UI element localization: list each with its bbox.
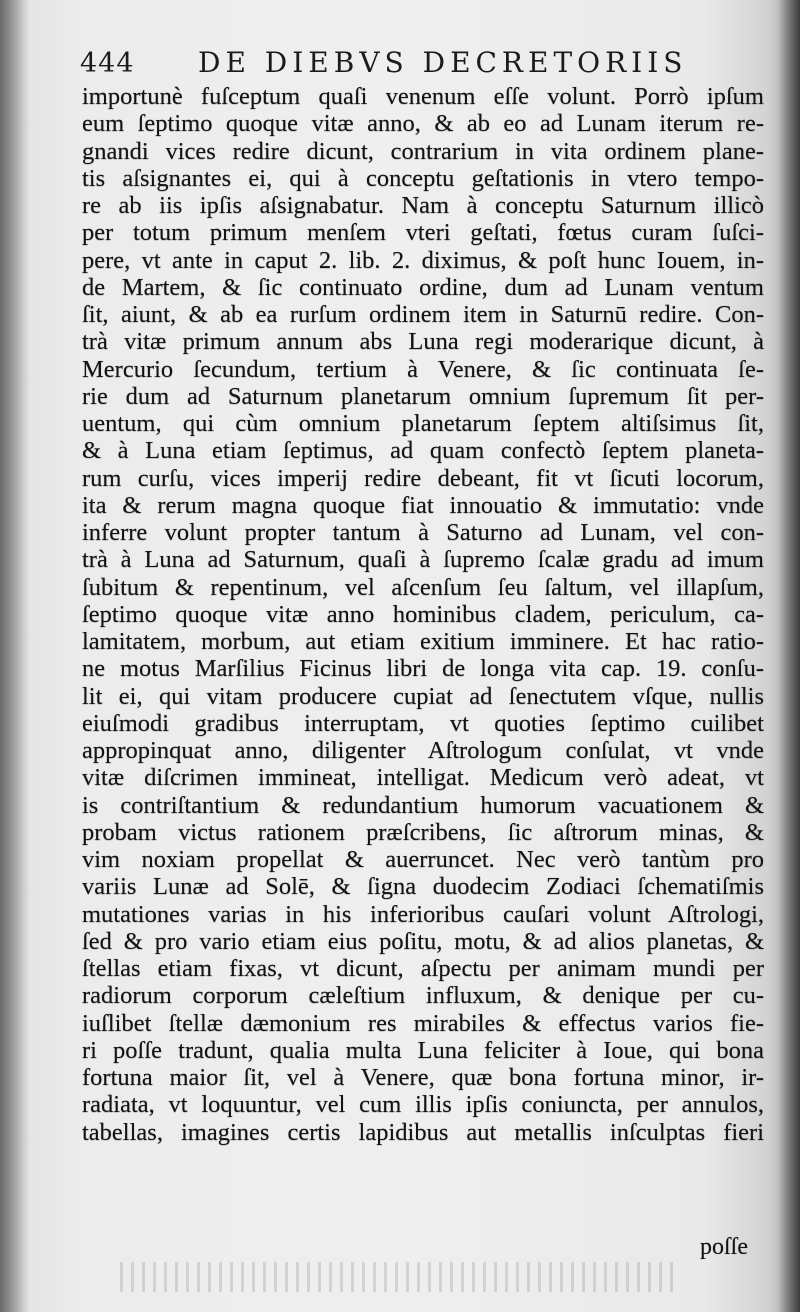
text-line: re ab iis ipſis aſsignabatur. Nam à conceptu Saturnum illicò bbox=[82, 192, 764, 219]
text-line: lamitatem, morbum, aut etiam exitium imminere. Et hac ratio- bbox=[82, 628, 764, 655]
text-line: ſeptimo quoque vitæ anno hominibus cladem, periculum, ca- bbox=[82, 600, 764, 628]
body-text bbox=[82, 83, 764, 1146]
text-line: radiata, vt loquuntur, vel cum illis ipſis coniuncta, per annulos, bbox=[82, 1091, 764, 1119]
text-line: & à Luna etiam ſeptimus, ad quam confectò ſeptem planeta- bbox=[82, 437, 764, 465]
text-line: ſtellas etiam fixas, vt dicunt, aſpectu per animam mundi per bbox=[82, 955, 764, 982]
text-line: trà vitæ primum annum abs Luna regi moderarique dicunt, à bbox=[82, 328, 764, 356]
show-through-texture bbox=[120, 1262, 680, 1292]
text-line: tabellas, imagines certis lapidibus aut metallis inſculptas fieri bbox=[82, 1118, 764, 1146]
text-line: ſed & pro vario etiam eius poſitu, motu, & ad alios planetas, & bbox=[82, 927, 764, 955]
text-line: mutationes varias in his inferioribus cauſari volunt Aſtrologi, bbox=[82, 900, 764, 928]
text-line: vim noxiam propellat & auerruncet. Nec verò tantùm pro bbox=[82, 846, 764, 873]
page-header bbox=[80, 44, 720, 88]
text-line: ri poſſe tradunt, qualia multa Luna feliciter à Ioue, qui bona bbox=[82, 1036, 764, 1064]
text-line: eum ſeptimo quoque vitæ anno, & ab eo ad Lunam iterum re- bbox=[82, 110, 764, 138]
text-line: ita & rerum magna quoque fiat innouatio & immutatio: vnde bbox=[82, 491, 764, 519]
text-line: inferre volunt propter tantum à Saturno ad Lunam, vel con- bbox=[82, 519, 764, 546]
text-line: gnandi vices redire dicunt, contrarium in vita ordinem plane- bbox=[82, 137, 764, 165]
text-line: variis Lunæ ad Solē, & ſigna duodecim Zodiaci ſchematiſmis bbox=[82, 873, 764, 901]
page-edge-shadow bbox=[778, 0, 800, 1312]
text-line: ſit, aiunt, & ab ea rurſum ordinem item in Saturnū redire. Con- bbox=[82, 301, 764, 328]
text-line: probam victus rationem præſcribens, ſic aſtrorum minas, & bbox=[82, 818, 764, 846]
text-line: de Martem, & ſic continuato ordine, dum ad Lunam ventum bbox=[82, 273, 764, 301]
text-line: rum curſu, vices imperij redire debeant, fit vt ſicuti locorum, bbox=[82, 464, 764, 492]
text-line: vitæ diſcrimen immineat, intelligat. Medicum verò adeat, vt bbox=[82, 764, 764, 792]
text-line: ne motus Marſilius Ficinus libri de longa vita cap. 19. conſu- bbox=[82, 655, 764, 683]
gutter-shadow bbox=[0, 0, 30, 1312]
text-line: ſubitum & repentinum, vel aſcenſum ſeu ſaltum, vel illapſum, bbox=[82, 573, 764, 601]
text-line: eiuſmodi gradibus interruptam, vt quoties ſeptimo cuilibet bbox=[82, 709, 764, 737]
text-line: trà à Luna ad Saturnum, quaſi à ſupremo ſcalæ gradu ad imum bbox=[82, 546, 764, 574]
text-line: importunè fuſceptum quaſi venenum eſſe volunt. Porrò ipſum bbox=[82, 83, 764, 110]
text-line: fortuna maior ſit, vel à Venere, quæ bona fortuna minor, ir- bbox=[82, 1064, 764, 1091]
text-line: iuſlibet ſtellæ dæmonium res mirabiles & effectus varios fie- bbox=[82, 1009, 764, 1037]
text-line: uentum, qui cùm omnium planetarum ſeptem altiſsimus ſit, bbox=[82, 410, 764, 437]
text-line: radiorum corporum cæleſtium influxum, & denique per cu- bbox=[82, 982, 764, 1010]
text-line: tis aſsignantes ei, qui à conceptu geſtationis in vtero tempo- bbox=[82, 164, 764, 192]
page-number: 444 bbox=[80, 48, 135, 79]
text-line: rie dum ad Saturnum planetarum omnium ſupremum ſit per- bbox=[82, 382, 764, 410]
text-line: is contriſtantium & redundantium humorum vacuationem & bbox=[82, 791, 764, 819]
text-line: appropinquat anno, diligenter Aſtrologum conſulat, vt vnde bbox=[82, 737, 764, 764]
text-line: pere, vt ante in caput 2. lib. 2. diximus, & poſt hunc Iouem, in- bbox=[82, 246, 764, 274]
text-line: Mercurio ſecundum, tertium à Venere, & ſic continuata ſe- bbox=[82, 355, 764, 383]
catchword: poſſe bbox=[700, 1234, 748, 1260]
text-line: per totum primum menſem vteri geſtati, fœtus curam ſuſci- bbox=[82, 219, 764, 247]
running-head: DE DIEBVS DECRETORIIS bbox=[198, 46, 688, 79]
text-line: lit ei, qui vitam producere cupiat ad ſenectutem vſque, nullis bbox=[82, 682, 764, 710]
